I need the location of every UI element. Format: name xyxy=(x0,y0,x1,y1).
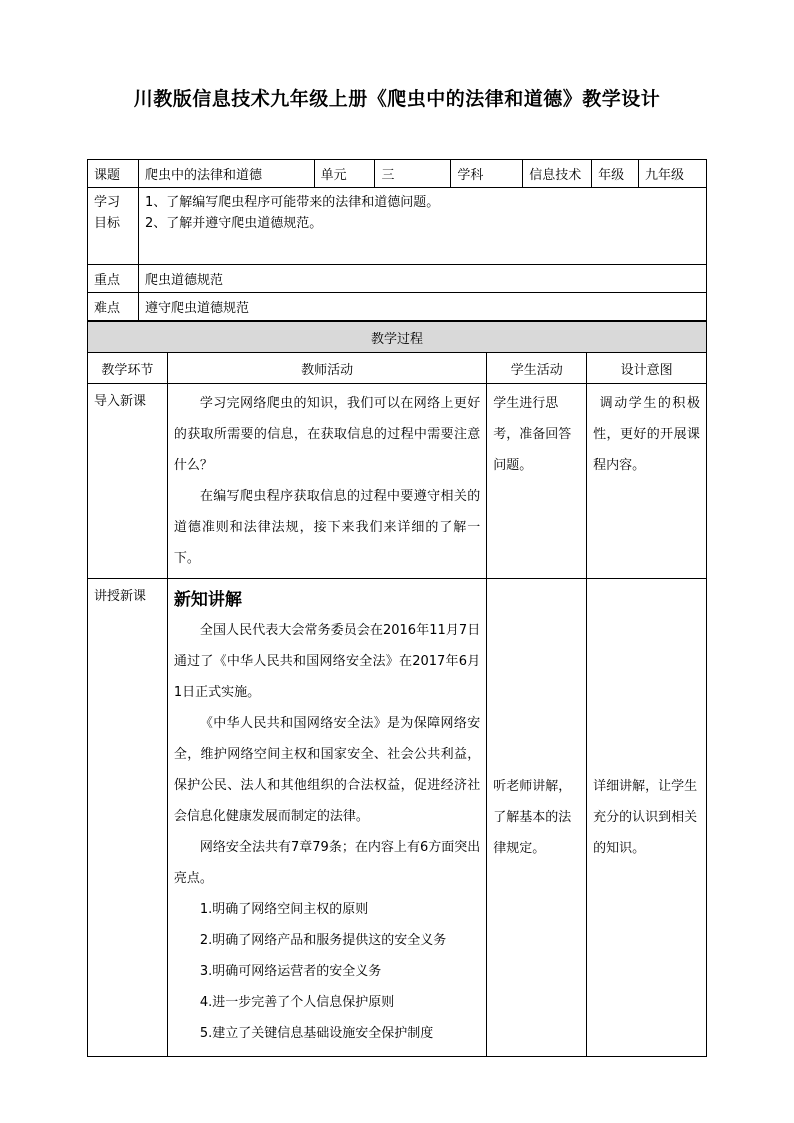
subject-label: 学科 xyxy=(451,160,523,188)
subject-value: 信息技术 xyxy=(523,160,592,188)
lecture-paragraph: 网络安全法共有7章79条；在内容上有6方面突出亮点。 xyxy=(173,840,481,886)
column-header-intent: 设计意图 xyxy=(587,353,707,384)
law-highlight-item: 5.建立了关键信息基础设施安全保护制度 xyxy=(199,1026,434,1041)
key-label: 重点 xyxy=(88,265,139,293)
column-header-stage: 教学环节 xyxy=(88,353,168,384)
topic-value: 爬虫中的法律和道德 xyxy=(138,160,314,188)
teaching-process-table xyxy=(87,321,707,1057)
lecture-student-text: 听老师讲解，了解基本的法律规定。 xyxy=(493,779,572,856)
intro-student xyxy=(487,384,587,579)
process-heading: 教学过程 xyxy=(88,322,707,353)
key-value: 爬虫道德规范 xyxy=(138,265,706,293)
lecture-stage: 讲授新课 xyxy=(88,579,168,1057)
law-highlight-item: 4.进一步完善了个人信息保护原则 xyxy=(199,995,395,1010)
document-title: 川教版信息技术九年级上册《爬虫中的法律和道德》教学设计 xyxy=(133,88,661,110)
topic-label: 课题 xyxy=(88,160,139,188)
lecture-intent-text: 详细讲解，让学生充分的认识到相关的知识。 xyxy=(593,779,698,856)
goals-label-line: 学习 xyxy=(94,195,121,210)
lecture-student xyxy=(487,579,587,1057)
lecture-intent xyxy=(587,579,707,1057)
intro-teacher xyxy=(167,384,486,579)
goals-value xyxy=(138,188,706,265)
lesson-info-table xyxy=(87,159,707,321)
unit-label: 单元 xyxy=(314,160,375,188)
grade-label: 年级 xyxy=(592,160,639,188)
unit-value: 三 xyxy=(375,160,451,188)
intro-intent xyxy=(587,384,707,579)
goals-label xyxy=(88,188,139,265)
column-header-student: 学生活动 xyxy=(487,353,587,384)
difficulty-value: 遵守爬虫道德规范 xyxy=(138,293,706,321)
difficulty-label: 难点 xyxy=(88,293,139,321)
goal-item: 2、了解并遵守爬虫道德规范。 xyxy=(144,216,323,231)
intro-intent-text: 调动学生的积极性，更好的开展课程内容。 xyxy=(593,396,700,473)
goals-label-line: 目标 xyxy=(94,216,121,231)
lecture-paragraph: 《中华人民共和国网络安全法》是为保障网络安全，维护网络空间主权和国家安全、社会公共利益，保护公民、法人和其他组织的合法权益，促进经济社会信息化健康发展而制定的法律。 xyxy=(173,716,481,824)
lecture-paragraph: 全国人民代表大会常务委员会在2016年11月7日通过了《中华人民共和国网络安全法》在2017年6月1日正式实施。 xyxy=(173,623,481,700)
law-highlight-item: 3.明确可网络运营者的安全义务 xyxy=(199,964,382,979)
goal-item: 1、了解编写爬虫程序可能带来的法律和道德问题。 xyxy=(144,195,440,210)
intro-student-text: 学生进行思考，准备回答问题。 xyxy=(493,396,572,473)
law-highlight-item: 2.明确了网络产品和服务提供这的安全义务 xyxy=(199,933,447,948)
intro-teacher-paragraph: 学习完网络爬虫的知识，我们可以在网络上更好的获取所需要的信息，在获取信息的过程中需要注意什么？ xyxy=(173,396,481,473)
lecture-heading: 新知讲解 xyxy=(173,590,242,610)
intro-stage: 导入新课 xyxy=(88,384,168,579)
law-highlight-item: 1.明确了网络空间主权的原则 xyxy=(199,902,369,917)
grade-value: 九年级 xyxy=(639,160,707,188)
intro-teacher-paragraph: 在编写爬虫程序获取信息的过程中要遵守相关的道德准则和法律法规，接下来我们来详细的了解一下。 xyxy=(173,489,481,566)
lecture-teacher xyxy=(167,579,486,1057)
column-header-teacher: 教师活动 xyxy=(167,353,486,384)
